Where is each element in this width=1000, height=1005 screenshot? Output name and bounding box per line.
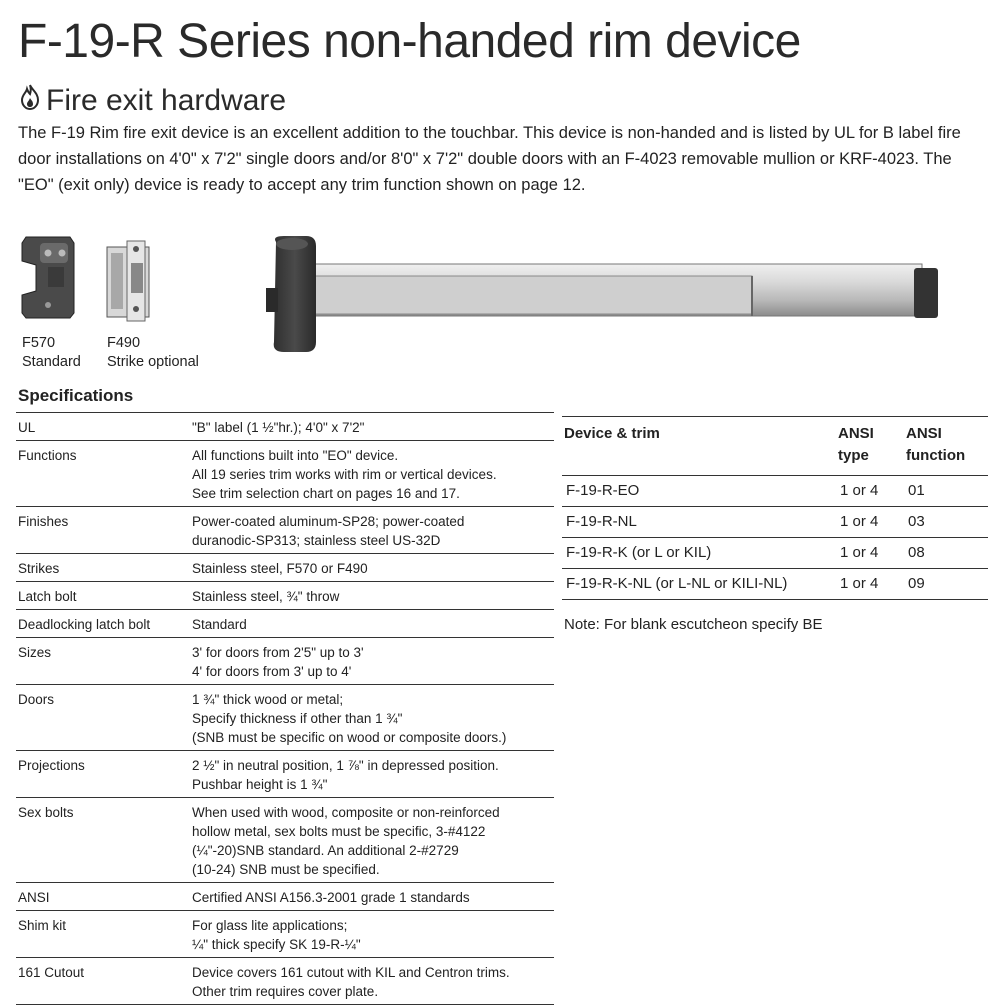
table-row: F-19-R-EO 1 or 4 01 <box>562 476 988 507</box>
f570-strike-image <box>18 235 78 325</box>
table-row: F-19-R-K (or L or KIL) 1 or 4 08 <box>562 538 988 569</box>
product-label-f490: F490 Strike optional <box>107 335 199 370</box>
table-row: Sizes 3' for doors from 2'5" up to 3' 4' for doors from 3' up to 4' <box>16 638 554 685</box>
device-trim-table <box>562 416 988 600</box>
table-row: Shim kit For glass lite applications; ¼" thick specify SK 19-R-¼" <box>16 911 554 958</box>
table-row: Strikes Stainless steel, F570 or F490 <box>16 554 554 582</box>
product-label-f570: F570 Standard <box>22 335 81 370</box>
section-subtitle <box>20 84 286 118</box>
specifications-table <box>16 412 554 1005</box>
table-row: UL "B" label (1 ½"hr.); 4'0" x 7'2" <box>16 413 554 441</box>
table-row: ANSI Certified ANSI A156.3-2001 grade 1 standards <box>16 883 554 911</box>
device-table-note: Note: For blank escutcheon specify BE <box>564 616 823 633</box>
table-row: Doors 1 ¾" thick wood or metal; Specify thickness if other than 1 ¾" (SNB must be specific on wood or composite doors.) <box>16 685 554 751</box>
table-row: Sex bolts When used with wood, composite or non-reinforced hollow metal, sex bolts must be specific, 3-#4122 (¼"-20)SNB standard. An additional 2-#2729 (10-24) SNB must be specified. <box>16 798 554 883</box>
intro-paragraph: The F-19 Rim fire exit device is an excellent addition to the touchbar. This device is non-handed and is listed by UL for B label fire door installations on 4'0" x 7'2" single doors and/or 8'0" x 7'2" double doors with an F-4023 removable mullion or KRF-4023. The "EO" (exit only) device is ready to accept any trim function shown on page 12. <box>18 124 961 194</box>
table-row: F-19-R-K-NL (or L-NL or KILI-NL) 1 or 4 09 <box>562 569 988 600</box>
table-row: Finishes Power-coated aluminum-SP28; power-coated duranodic-SP313; stainless steel US-32D <box>16 507 554 554</box>
f490-strike-image <box>103 237 153 327</box>
table-row: Latch bolt Stainless steel, ¾" throw <box>16 582 554 610</box>
table-row: Deadlocking latch bolt Standard <box>16 610 554 638</box>
subtitle-text: Fire exit hardware <box>46 84 287 117</box>
specifications-heading: Specifications <box>18 386 134 405</box>
table-row: 161 Cutout Device covers 161 cutout with KIL and Centron trims. Other trim requires cover plate. <box>16 958 554 1005</box>
table-header-row: Device & trim ANSI type ANSI function <box>562 417 988 476</box>
table-row: Projections 2 ½" in neutral position, 1 ⅞" in depressed position. Pushbar height is 1 ¾" <box>16 751 554 798</box>
table-row: Functions All functions built into "EO" device. All 19 series trim works with rim or vertical devices. See trim selection chart on pages 16 and 17. <box>16 441 554 507</box>
flame-icon <box>20 84 40 118</box>
table-row: F-19-R-NL 1 or 4 03 <box>562 507 988 538</box>
exit-device-image <box>262 232 952 362</box>
page-title: F-19-R Series non-handed rim device <box>18 15 801 68</box>
